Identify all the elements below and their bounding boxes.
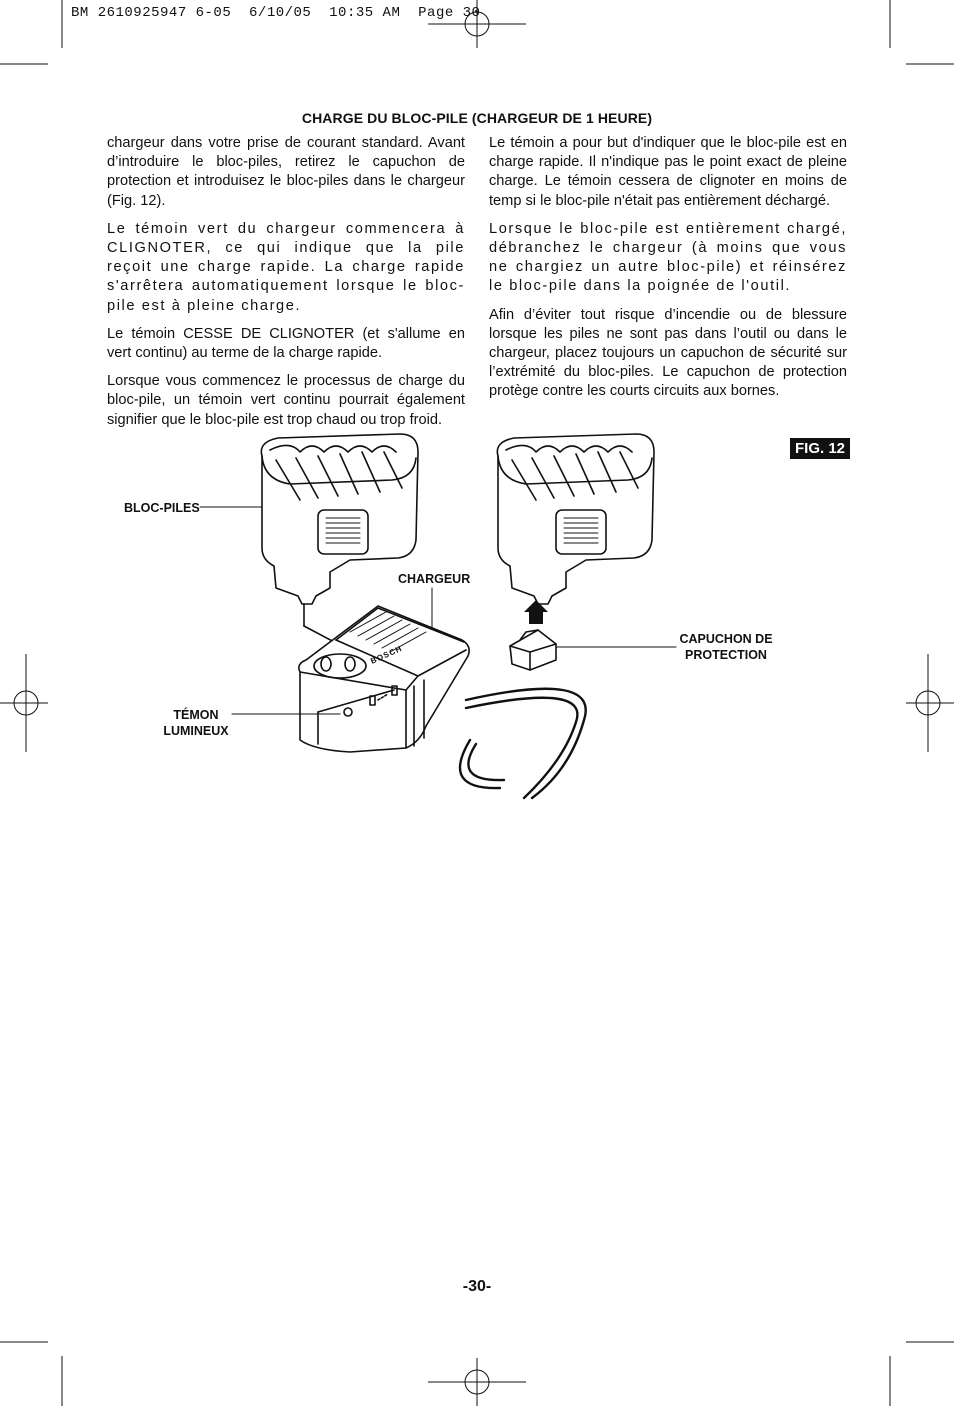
print-slug: BM 2610925947 6-05 6/10/05 10:35 AM Page 30 [71, 5, 481, 21]
callout-capuchon [676, 631, 776, 663]
right-paragraph-1: Le témoin a pour but d'indiquer que le bloc-pile est en charge rapide. Il n'indique pas le point exact de pleine charge. Le témoin cessera de clignoter en moins de temp si le bloc-pile n'était pas entièrement déchargé. [489, 135, 847, 209]
callout-temoin-line2: LUMINEUX [163, 724, 229, 738]
section-heading: CHARGE DU BLOC-PILE (CHARGEUR DE 1 HEURE) [301, 110, 653, 126]
battery-pack-right [497, 434, 654, 604]
left-paragraph-3: Le témoin CESSE DE CLIGNOTER (et s'allume en vert continu) au terme de la charge rapide. [107, 325, 465, 362]
right-paragraph-2: Lorsque le bloc-pile est entièrement chargé, débranchez le chargeur (à moins que vous ne chargiez un autre bloc-pile) et réinsérez le bloc-pile dans la poignée de l'outil. [489, 220, 847, 295]
figure-tag: FIG. 12 [790, 438, 850, 459]
protective-cap [510, 630, 556, 670]
charger-brand-label: BOSCH [369, 643, 404, 666]
left-paragraph-1: chargeur dans votre prise de courant standard. Avant d’introduire le bloc-piles, retirez le capuchon de protection et introduisez le bloc-piles dans le chargeur (Fig. 12). [107, 135, 465, 209]
callout-temoin [156, 707, 236, 739]
callout-temoin-line1: TÉMON [173, 708, 219, 722]
charger-cord [460, 689, 586, 798]
callout-bloc-piles: BLOC-PILES [124, 501, 200, 515]
callout-chargeur: CHARGEUR [398, 572, 471, 586]
left-paragraph-4: Lorsque vous commencez le processus de charge du bloc-pile, un témoin vert continu pourrait également signifier que le bloc-pile est trop chaud ou trop froid. [107, 373, 465, 428]
left-paragraph-2: Le témoin vert du chargeur commencera à CLIGNOTER, ce qui indique que la pile reçoit une charge rapide. La charge rapide s'arrêtera automatiquement lorsque le bloc-pile est à pleine charge. [107, 220, 465, 314]
callout-capuchon-line1: CAPUCHON DE [679, 632, 773, 646]
right-paragraph-3: Afin d’éviter tout risque d’incendie ou de blessure lorsque les piles ne sont pas dans l’outil ou dans le chargeur, placez toujours un capuchon de sécurité sur l’extrémité du bloc-piles. Le capuchon de protection protège contre les courts circuits aux bornes. [489, 306, 847, 400]
charger [299, 606, 469, 752]
callout-capuchon-line2: PROTECTION [685, 648, 767, 662]
page-number: -30- [462, 1278, 492, 1295]
